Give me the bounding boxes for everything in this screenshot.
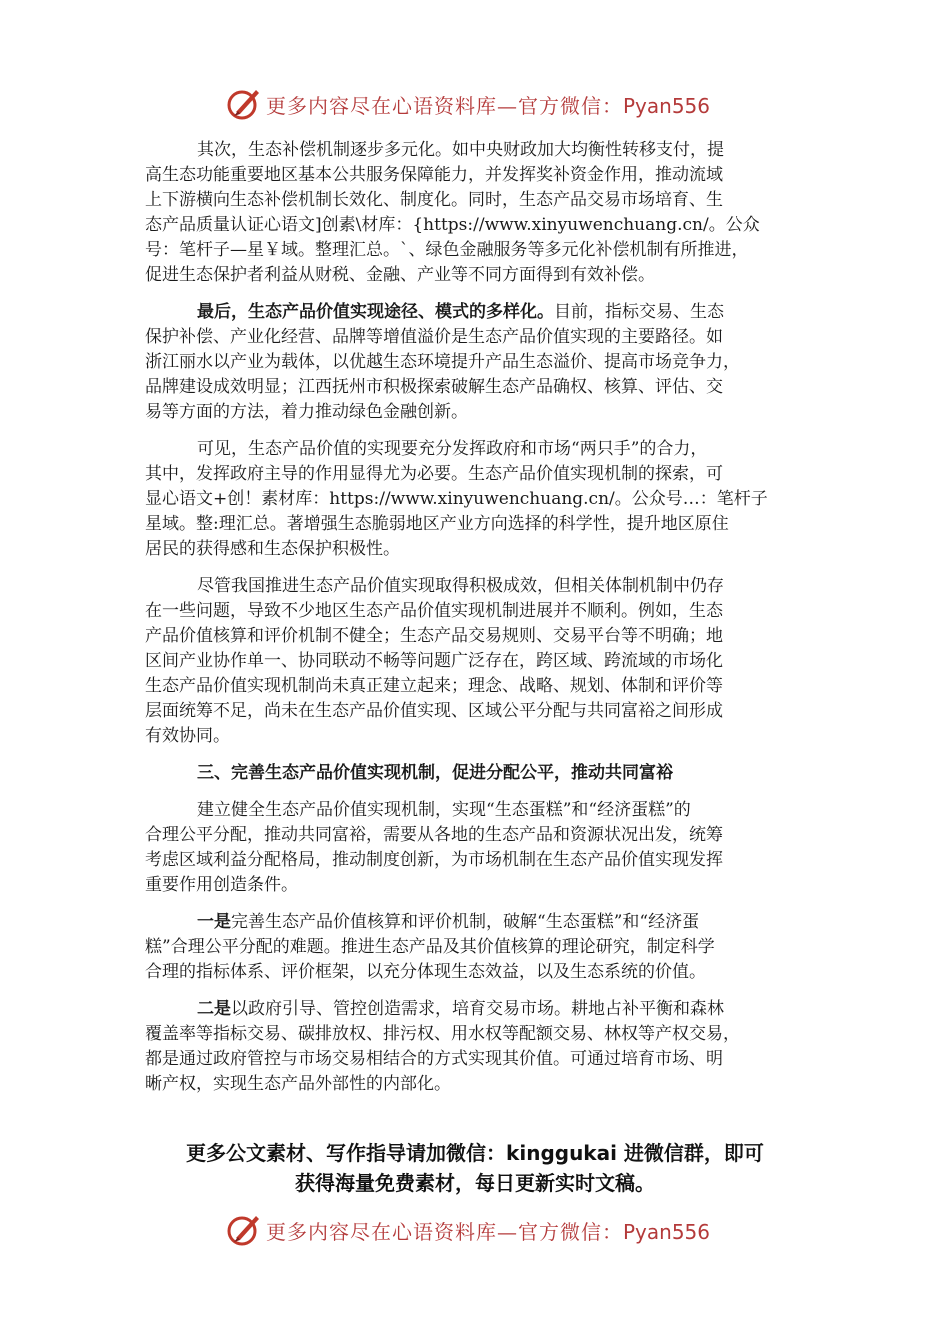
quill-logo-icon (226, 84, 262, 122)
paragraph-two-hands: 可见，生态产品价值的实现要充分发挥政府和市场“两只手”的合力， 其中，发挥政府主导的作用显得尤为必要。生态产品价值实现机制的探索，可 显心语文+创！素材库：https://www.xinyuwenchuang.cn/。公众号…：笔杆子 星域。整:理汇总。著增强生态脆弱地区产业方向选择的科学性，提升地区原住 居民的获得感和生态保护积极性。 (145, 439, 768, 559)
lead-text: 二是 (197, 999, 231, 1019)
banner-wechat-id: Pyan556 (623, 1220, 711, 1244)
quill-logo-icon (226, 1210, 262, 1248)
banner-text: 更多内容尽在心语资料库—官方微信：Pyan556 (266, 94, 711, 118)
header-banner (0, 82, 950, 126)
promo-notice: 更多公文素材、写作指导请加微信：kinggukai 进微信群，即可 获得海量免费素材，每日更新实时文稿。 (186, 1141, 764, 1195)
paragraph-diversification: 最后，生态产品价值实现途径、模式的多样化。目前，指标交易、生态 保护补偿、产业化经营、品牌等增值溢价是生态产品价值实现的主要路径。如 浙江丽水以产业为载体，以优越生态环境提升产品生态溢价、提高市场竞争力， 品牌建设成效明显；江西抚州市积极探索破解生态产品确权、核算、评估、交 易等方面的方法，着力推动绿色金融创新。 (145, 302, 740, 422)
banner-text: 更多内容尽在心语资料库—官方微信：Pyan556 (266, 1220, 711, 1244)
paragraph-point-one: 一是完善生态产品价值核算和评价机制，破解“生态蛋糕”和“经济蛋 糕”合理公平分配的难题。推进生态产品及其价值核算的理论研究，制定科学 合理的指标体系、评价框架，以充分体现生态效益，以及生态系统的价值。 (145, 912, 715, 982)
paragraph-problems: 尽管我国推进生态产品价值实现取得积极成效，但相关体制机制中仍存 在一些问题，导致不少地区生态产品价值实现机制进展并不顺利。例如，生态 产品价值核算和评价机制不健全；生态产品交易规则、交易平台等不明确；地 区间产业协作单一、协同联动不畅等问题广泛存在，跨区域、跨流域的市场化 生态产品价值实现机制尚未真正建立起来；理念、战略、规划、体制和评价等 层面统筹不足，尚未在生态产品价值实现、区域公平分配与共同富裕之间形成 有效协同。 (145, 576, 724, 746)
lead-text: 最后，生态产品价值实现途径、模式的多样化。 (197, 302, 554, 322)
footer-banner (0, 1208, 950, 1252)
section-heading: 三、完善生态产品价值实现机制，促进分配公平，推动共同富裕 (197, 763, 673, 783)
paragraph-point-two: 二是以政府引导、管控创造需求，培育交易市场。耕地占补平衡和森林 覆盖率等指标交易、碳排放权、排污权、用水权等配额交易、林权等产权交易， 都是通过政府管控与市场交易相结合的方式实现其价值。可通过培育市场、明 晰产权，实现生态产品外部性的内部化。 (145, 999, 740, 1094)
paragraph-establish: 建立健全生态产品价值实现机制，实现“生态蛋糕”和“经济蛋糕”的 合理公平分配，推动共同富裕，需要从各地的生态产品和资源状况出发，统筹 考虑区域利益分配格局，推动制度创新，为市场机制在生态产品价值实现发挥 重要作用创造条件。 (145, 800, 723, 895)
banner-wechat-id: Pyan556 (623, 94, 711, 118)
lead-text: 一是 (197, 912, 231, 932)
paragraph-compensation: 其次，生态补偿机制逐步多元化。如中央财政加大均衡性转移支付，提 高生态功能重要地区基本公共服务保障能力，并发挥奖补资金作用，推动流域 上下游横向生态补偿机制长效化、制度化。同时，生态产品交易市场培育、生 态产品质量认证心语文]创素\材库：{https://www.xinyuwenchuang.cn/。公众 号：笔杆子—星￥域。整理汇总。`、绿色金融服务等多元化补偿机制有所推进， 促进生态保护者利益从财税、金融、产业等不同方面得到有效补偿。 (145, 140, 760, 285)
